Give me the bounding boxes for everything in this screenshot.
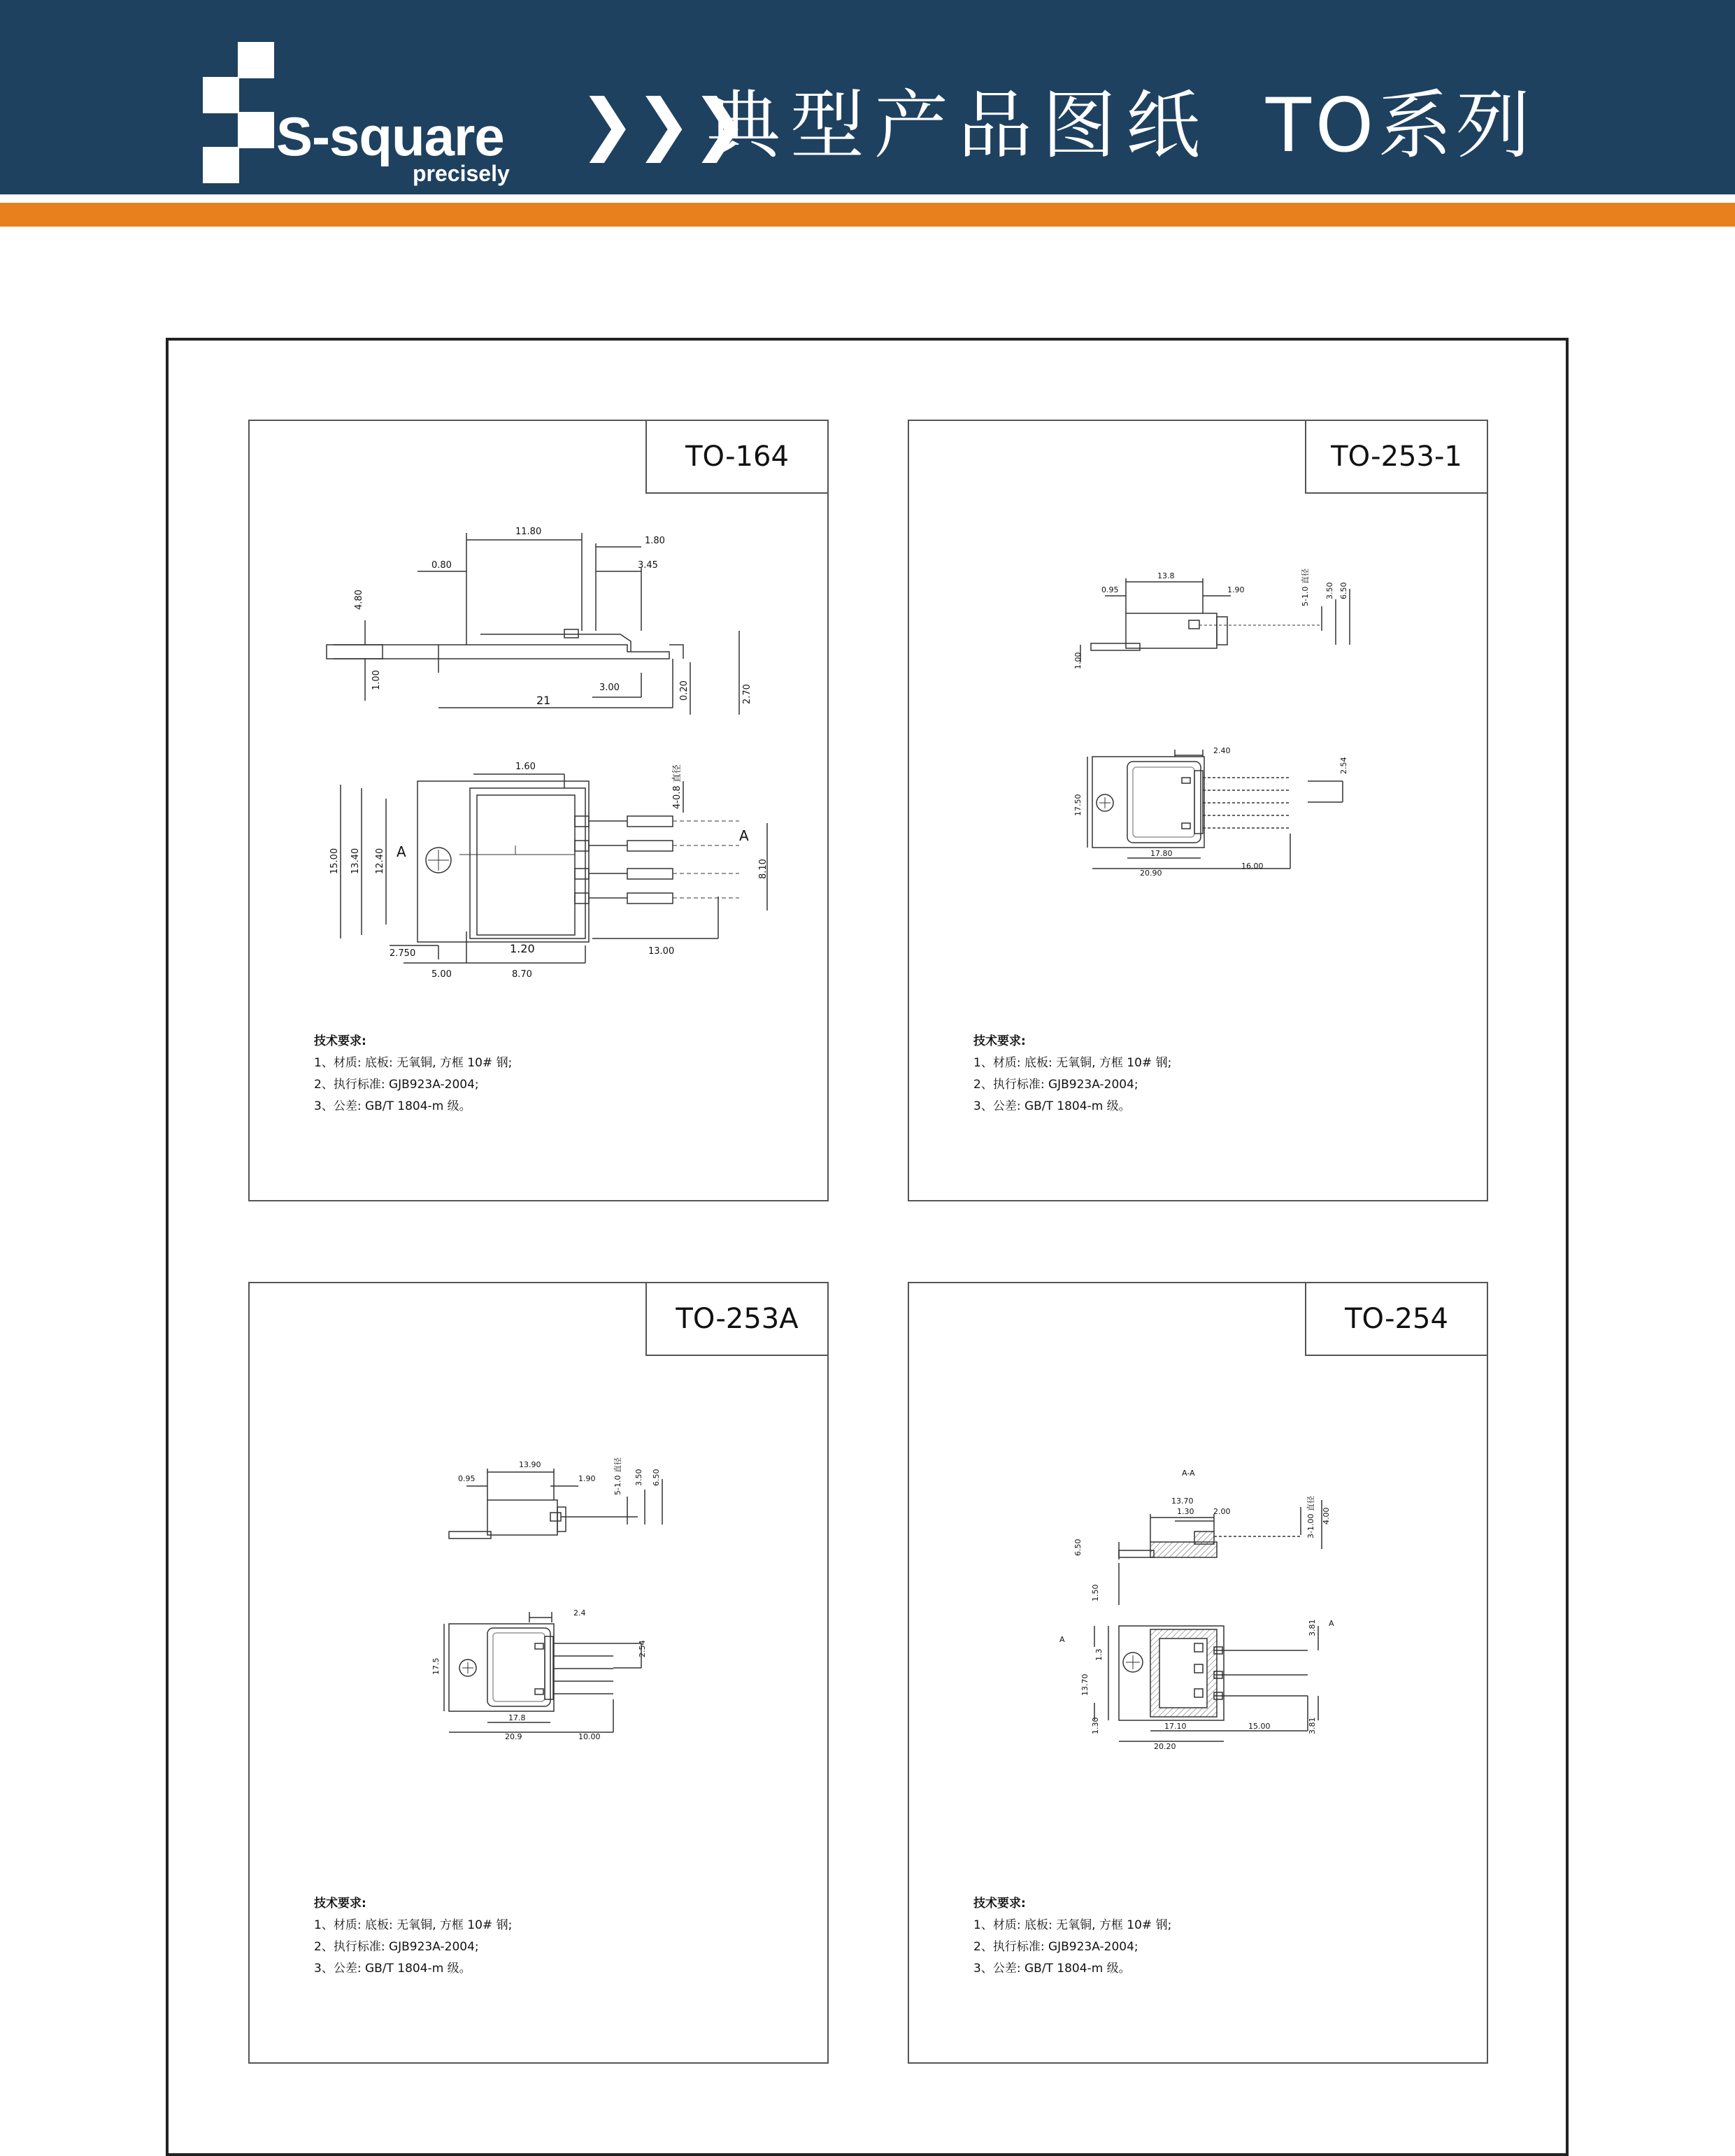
dim-2-54: 2.54 bbox=[1339, 757, 1348, 774]
dim-1-80: 1.80 bbox=[645, 536, 665, 546]
dim-0-95: 0.95 bbox=[458, 1474, 476, 1483]
dim-20-90: 20.90 bbox=[1140, 869, 1162, 878]
chevron-right-icon: ❯❯❯ bbox=[579, 87, 748, 162]
requirement-item: 2、执行标准: GJB923A-2004; bbox=[314, 1940, 479, 1954]
model-label: TO-164 bbox=[645, 420, 829, 494]
dim-17-10: 17.10 bbox=[1164, 1722, 1187, 1731]
dim-6-50: 6.50 bbox=[1339, 582, 1348, 599]
dim-4-0-8-diameter: 4-0.8 直径 bbox=[672, 764, 683, 809]
dim-6-50: 6.50 bbox=[652, 1469, 661, 1486]
page-title: 典型产品图纸 bbox=[706, 83, 1210, 169]
requirement-item: 2、执行标准: GJB923A-2004; bbox=[314, 1078, 479, 1092]
section-label-a-left: A bbox=[1059, 1635, 1065, 1644]
dim-13-40: 13.40 bbox=[350, 848, 361, 874]
dim-16-00: 16.00 bbox=[1241, 862, 1264, 871]
dim-13-8: 13.8 bbox=[1157, 571, 1175, 580]
dim-13-70: 13.70 bbox=[1080, 1673, 1090, 1696]
dim-2-40: 2.40 bbox=[1213, 746, 1231, 755]
dim-1-00: 1.00 bbox=[371, 670, 382, 690]
dim-1-30: 1.30 bbox=[1091, 1717, 1100, 1734]
dim-8-70: 8.70 bbox=[512, 969, 532, 980]
section-label-a-right: A bbox=[1329, 1619, 1334, 1628]
dim-1-30: 1.30 bbox=[1177, 1507, 1194, 1516]
drawing-panel-to-164 bbox=[248, 420, 829, 1201]
dim-3-1-00-diameter: 3-1.00 直径 bbox=[1306, 1496, 1315, 1539]
requirements-title: 技术要求: bbox=[314, 1897, 366, 1911]
dim-1-00: 1.00 bbox=[1073, 652, 1083, 669]
dim-2-750: 2.750 bbox=[390, 948, 416, 959]
dim-1-20: 1.20 bbox=[510, 942, 535, 955]
drawing-panel-to-253-1 bbox=[908, 420, 1488, 1201]
technical-requirements bbox=[314, 1893, 512, 1980]
dim-3-00: 3.00 bbox=[599, 683, 620, 693]
model-label: TO-253-1 bbox=[1305, 420, 1488, 494]
dim-1-3: 1.3 bbox=[1094, 1648, 1104, 1661]
dim-13-90: 13.90 bbox=[519, 1460, 541, 1469]
requirement-item: 3、公差: GB/T 1804-m 级。 bbox=[314, 1099, 471, 1113]
requirement-item: 2、执行标准: GJB923A-2004; bbox=[973, 1940, 1138, 1954]
requirements-title: 技术要求: bbox=[314, 1034, 366, 1048]
series-title: TO系列 bbox=[1266, 83, 1535, 169]
dim-21: 21 bbox=[536, 694, 551, 707]
dim-2-70: 2.70 bbox=[742, 684, 752, 704]
technical-requirements bbox=[314, 1031, 512, 1118]
model-label: TO-254 bbox=[1305, 1282, 1488, 1356]
dim-0-95: 0.95 bbox=[1101, 585, 1119, 594]
dim-11-80: 11.80 bbox=[515, 527, 542, 537]
brand-name: S-square bbox=[276, 106, 504, 167]
dim-3-50: 3.50 bbox=[634, 1469, 643, 1486]
dim-20-20: 20.20 bbox=[1154, 1742, 1176, 1751]
brand-logo bbox=[203, 42, 531, 189]
dim-2-4: 2.4 bbox=[573, 1608, 586, 1618]
dim-15-00: 15.00 bbox=[329, 848, 340, 874]
requirement-item: 3、公差: GB/T 1804-m 级。 bbox=[314, 1962, 471, 1976]
dim-2-00: 2.00 bbox=[1213, 1507, 1231, 1516]
dim-4-00: 4.00 bbox=[1322, 1507, 1331, 1525]
dim-5-1-0-diameter: 5-1.0 直径 bbox=[1301, 569, 1310, 606]
requirement-item: 1、材质: 底板: 无氧铜, 方框 10# 钢; bbox=[314, 1056, 513, 1070]
dim-12-40: 12.40 bbox=[375, 848, 385, 874]
brand-tagline: precisely bbox=[413, 161, 510, 186]
dim-17-80: 17.80 bbox=[1150, 849, 1173, 858]
drawing-panel-to-253a bbox=[248, 1282, 829, 2064]
dim-1-50: 1.50 bbox=[1091, 1584, 1100, 1601]
requirements-title: 技术要求: bbox=[973, 1897, 1026, 1911]
dim-3-50: 3.50 bbox=[1325, 582, 1334, 599]
requirement-item: 1、材质: 底板: 无氧铜, 方框 10# 钢; bbox=[973, 1918, 1172, 1932]
dim-5-1-0-diameter: 5-1.0 直径 bbox=[613, 1457, 622, 1495]
dim-13-00: 13.00 bbox=[648, 946, 675, 957]
requirement-item: 1、材质: 底板: 无氧铜, 方框 10# 钢; bbox=[314, 1918, 513, 1932]
dim-13-70: 13.70 bbox=[1171, 1497, 1194, 1506]
technical-requirements bbox=[973, 1031, 1171, 1118]
dim-0-20: 0.20 bbox=[679, 680, 690, 701]
model-label: TO-253A bbox=[645, 1282, 829, 1356]
dim-20-9: 20.9 bbox=[505, 1732, 522, 1741]
dim-6-50: 6.50 bbox=[1073, 1539, 1083, 1556]
header-banner bbox=[0, 0, 1735, 194]
dim-17-8: 17.8 bbox=[508, 1713, 526, 1722]
dim-5-00: 5.00 bbox=[431, 969, 452, 980]
drawing-panel-to-254 bbox=[908, 1282, 1488, 2064]
section-label-a-a: A-A bbox=[1182, 1469, 1195, 1478]
dim-2-54: 2.54 bbox=[638, 1640, 647, 1657]
dim-0-80: 0.80 bbox=[431, 560, 452, 571]
requirement-item: 3、公差: GB/T 1804-m 级。 bbox=[973, 1099, 1131, 1113]
dim-15-00: 15.00 bbox=[1248, 1722, 1271, 1731]
requirements-title: 技术要求: bbox=[973, 1034, 1026, 1048]
section-label-a-left: A bbox=[397, 843, 406, 860]
dim-4-80: 4.80 bbox=[354, 590, 364, 610]
dim-1-90: 1.90 bbox=[578, 1474, 596, 1483]
requirement-item: 3、公差: GB/T 1804-m 级。 bbox=[973, 1962, 1131, 1976]
requirement-item: 2、执行标准: GJB923A-2004; bbox=[973, 1078, 1138, 1092]
dim-1-90: 1.90 bbox=[1227, 585, 1245, 594]
accent-bar bbox=[0, 203, 1735, 227]
dim-17-50: 17.50 bbox=[1073, 794, 1083, 816]
dim-10-00: 10.00 bbox=[578, 1732, 601, 1741]
dim-1-60: 1.60 bbox=[515, 762, 536, 772]
dim-17-5: 17.5 bbox=[431, 1657, 441, 1675]
dim-3-45: 3.45 bbox=[638, 560, 658, 571]
dim-3-81: 3.81 bbox=[1308, 1619, 1317, 1636]
technical-requirements bbox=[973, 1893, 1171, 1980]
dim-8-10: 8.10 bbox=[758, 859, 769, 879]
section-label-a-right: A bbox=[739, 827, 749, 844]
dim-3-81: 3.81 bbox=[1308, 1717, 1317, 1734]
requirement-item: 1、材质: 底板: 无氧铜, 方框 10# 钢; bbox=[973, 1056, 1172, 1070]
